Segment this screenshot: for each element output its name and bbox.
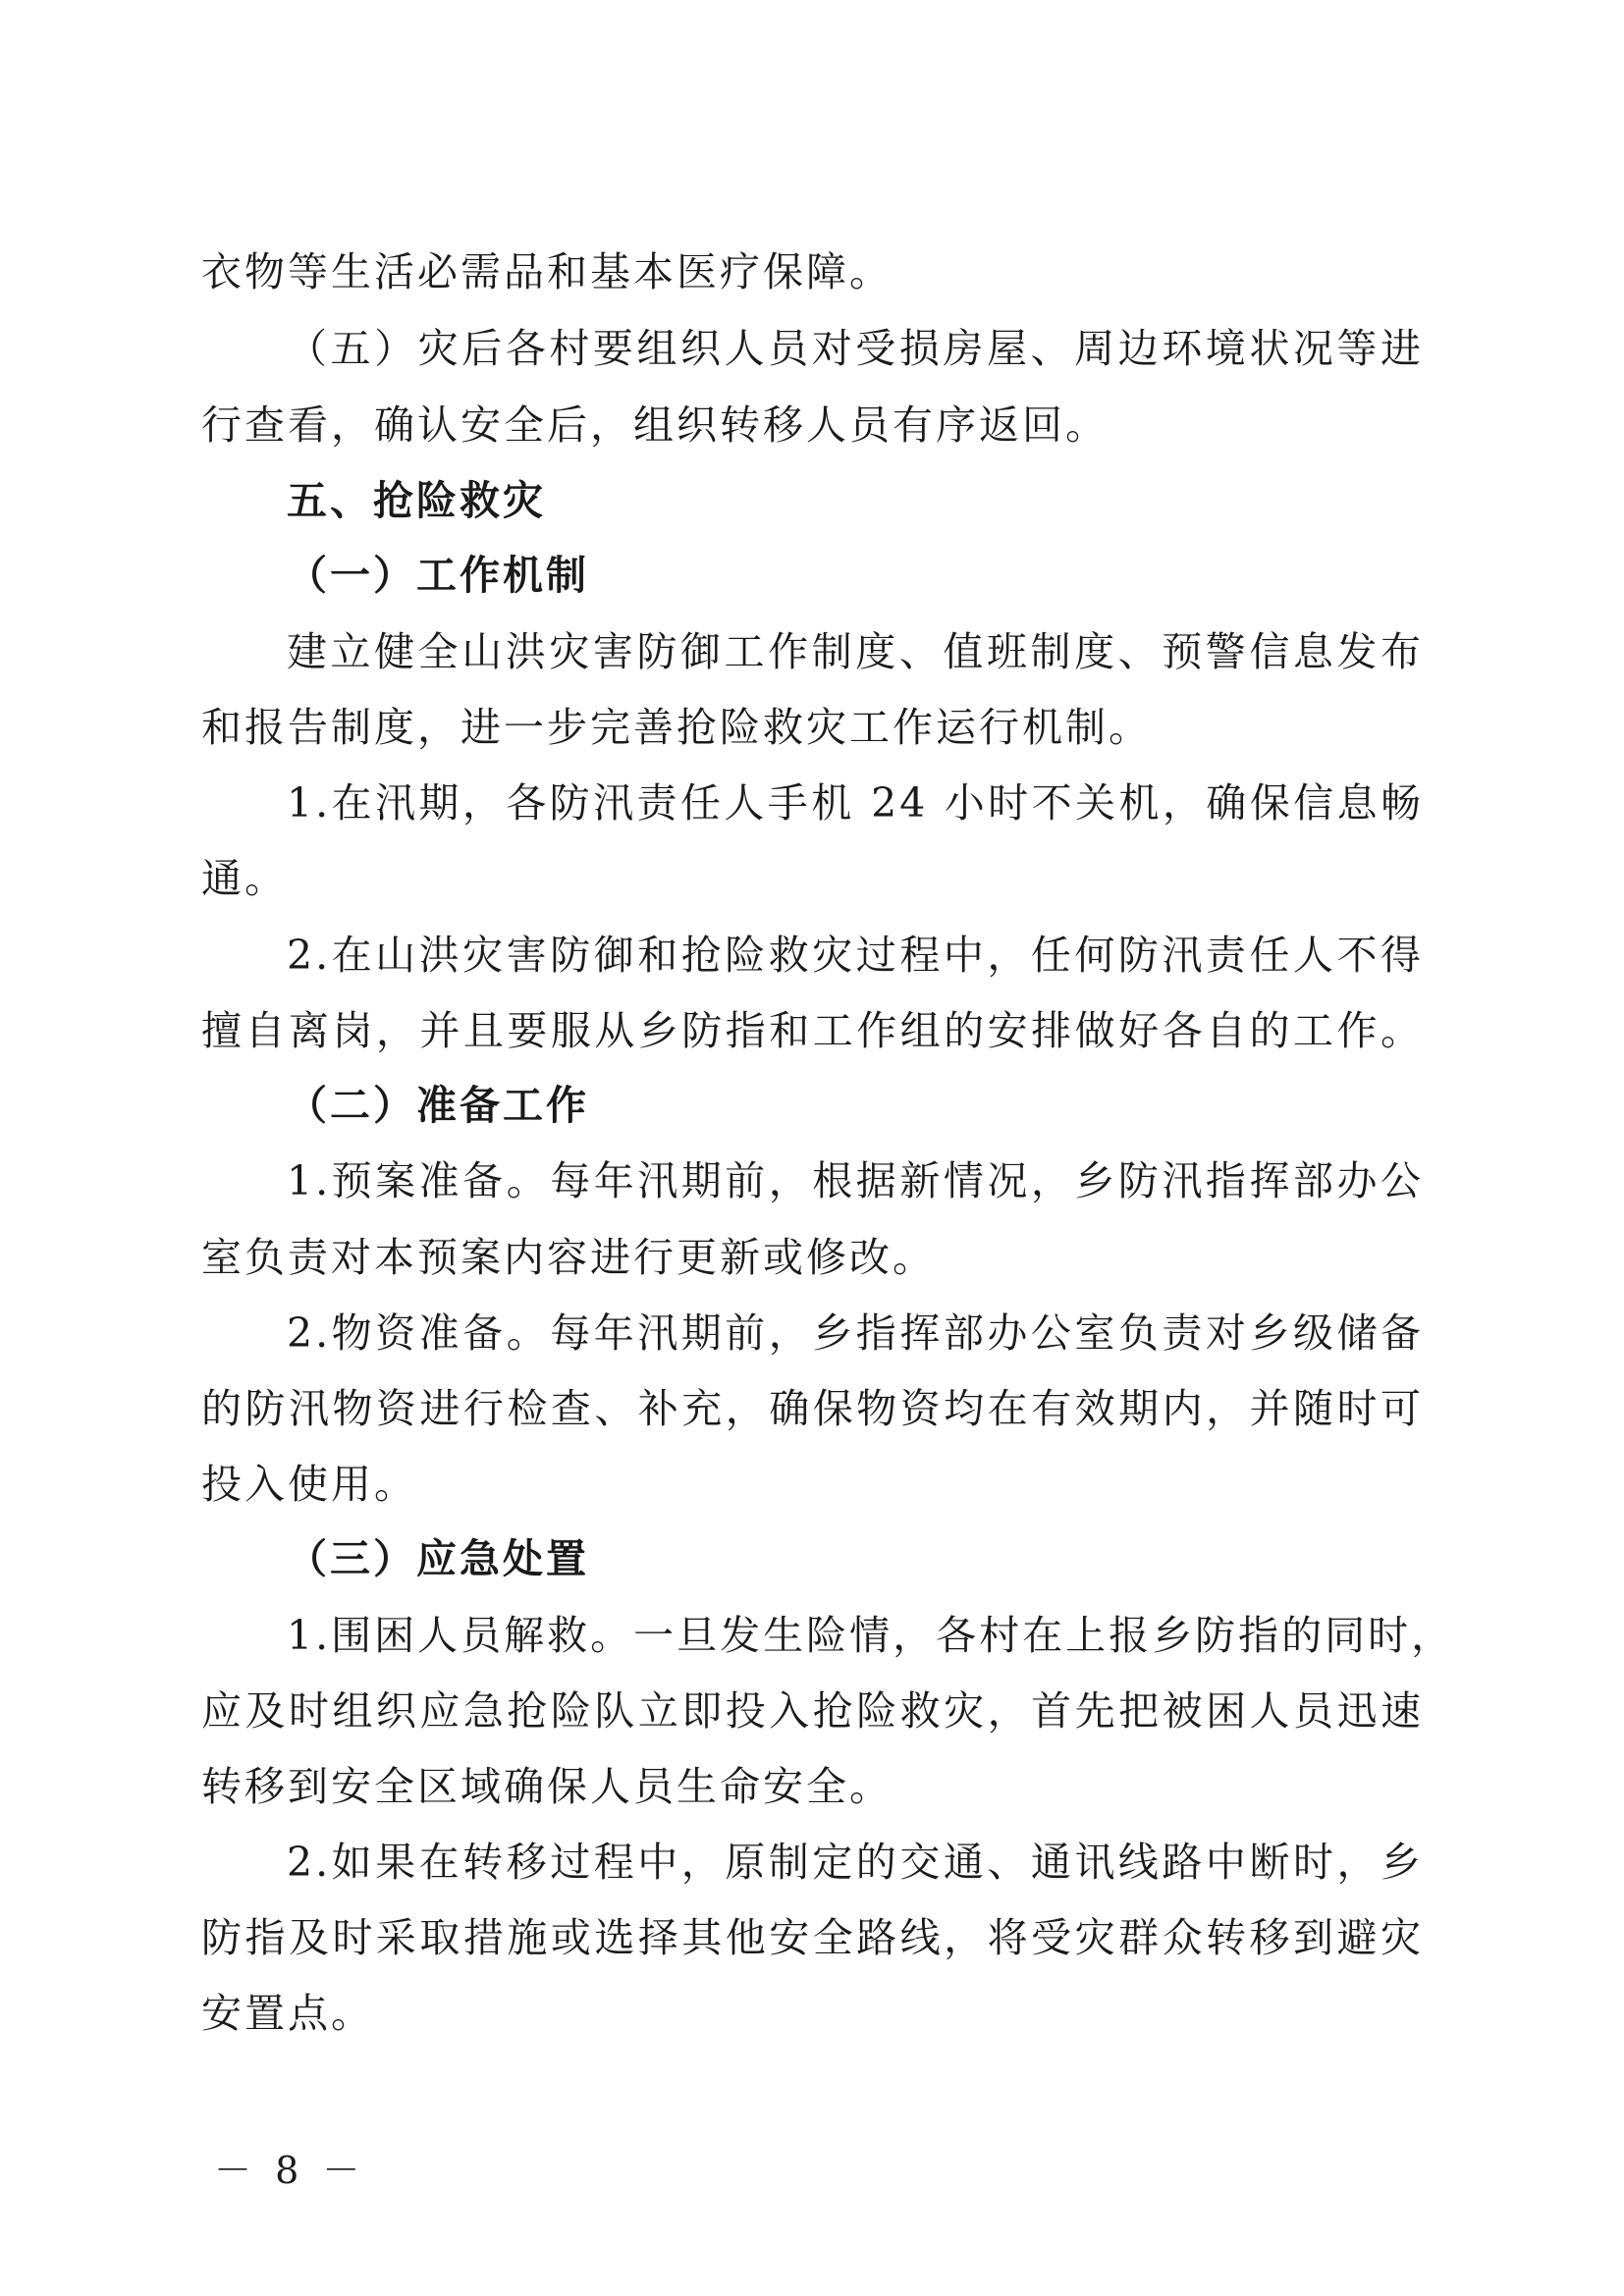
text-line: 衣物等生活必需品和基本医疗保障。 — [201, 248, 893, 295]
text-line: 1.围困人员解救。一旦发生险情，各村在上报乡防指的同时， — [287, 1612, 1455, 1659]
text-line: 和报告制度，进一步完善抢险救灾工作运行机制。 — [201, 704, 1152, 751]
subsection-heading: （二）准备工作 — [287, 1082, 589, 1129]
subsection-heading: （三）应急处置 — [287, 1535, 589, 1582]
text-line: 转移到安全区域确保人员生命安全。 — [201, 1763, 893, 1810]
text-line: 通。 — [201, 855, 288, 902]
text-line: 行查看，确认安全后，组织转移人员有序返回。 — [201, 401, 1109, 449]
text-line: 2.物资准备。每年汛期前，乡指挥部办公室负责对乡级储备 — [287, 1309, 1424, 1357]
subsection-heading: （一）工作机制 — [287, 552, 589, 599]
text-line: 室负责对本预案内容进行更新或修改。 — [201, 1234, 936, 1281]
text-line: 的防汛物资进行检查、补充，确保物资均在有效期内，并随时可 — [201, 1385, 1424, 1432]
text-line: 应及时组织应急抢险队立即投入抢险救灾，首先把被困人员迅速 — [201, 1687, 1424, 1735]
text-line: 防指及时采取措施或选择其他安全路线，将受灾群众转移到避灾 — [201, 1914, 1424, 1961]
text-line: 安置点。 — [201, 1990, 374, 2037]
text-line: （五）灾后各村要组织人员对受损房屋、周边环境状况等进 — [287, 325, 1424, 372]
text-line: 1.预案准备。每年汛期前，根据新情况，乡防汛指挥部办公 — [287, 1157, 1424, 1204]
page-number: － 8 － — [214, 2149, 366, 2192]
text-line: 1.在汛期，各防汛责任人手机 24 小时不关机，确保信息畅 — [287, 779, 1424, 827]
section-heading: 五、抢险救灾 — [287, 477, 546, 524]
text-line: 2.在山洪灾害防御和抢险救灾过程中，任何防汛责任人不得 — [287, 932, 1424, 979]
text-line: 擅自离岗，并且要服从乡防指和工作组的安排做好各自的工作。 — [201, 1007, 1424, 1054]
text-line: 投入使用。 — [201, 1461, 417, 1508]
text-line: 建立健全山洪灾害防御工作制度、值班制度、预警信息发布 — [287, 628, 1424, 675]
text-line: 2.如果在转移过程中，原制定的交通、通讯线路中断时，乡 — [287, 1839, 1424, 1886]
